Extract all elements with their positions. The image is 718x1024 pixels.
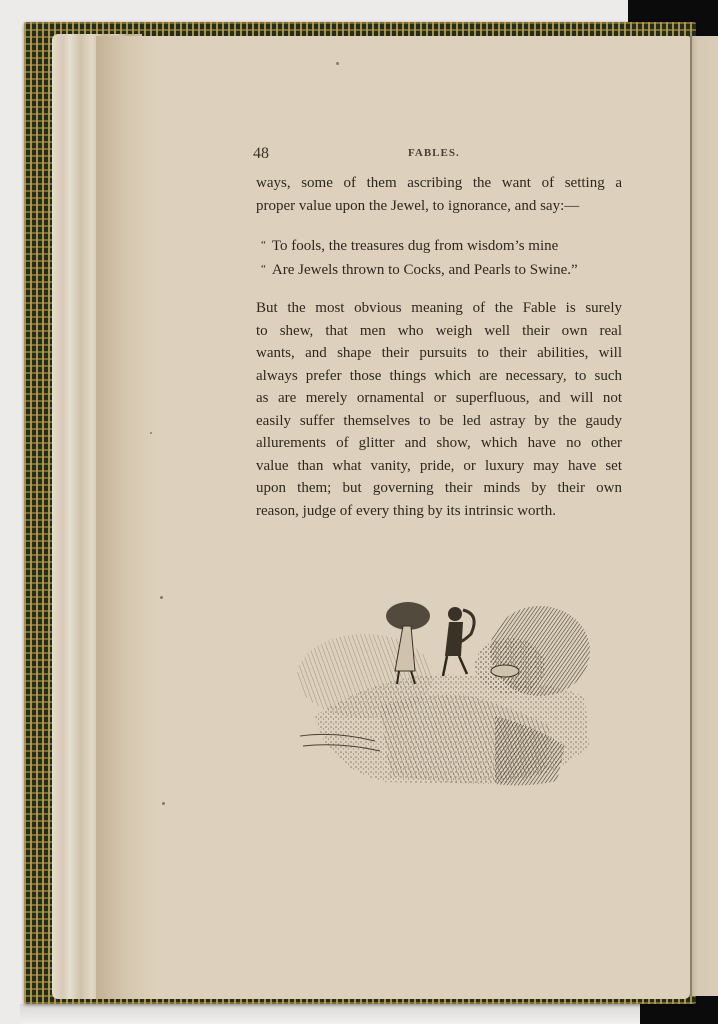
text-line: allurements of glitter and show, which have no other [256, 435, 622, 451]
verse-text: Are Jewels thrown to Cocks, and Pearls to Swine.” [271, 261, 578, 278]
verse-text: To fools, the treasures dug from wisdom’s mine [271, 238, 559, 254]
gutter-line [690, 36, 692, 996]
text-line: value than what vanity, pride, or luxury may have set [256, 457, 622, 474]
woodcut-vignette-icon [295, 596, 593, 788]
foxing-spot [150, 432, 152, 434]
quote-mark: “ [261, 239, 266, 251]
foxing-spot [162, 802, 165, 805]
text-line: upon them; but governing their minds by their own [256, 480, 622, 496]
verse-line [261, 258, 621, 282]
text-line: always prefer those things which are necessary, to such [256, 367, 622, 384]
text-line: ways, some of them ascribing the want of setting a [256, 175, 622, 191]
foxing-spot [336, 62, 339, 65]
surface-shadow [20, 1004, 640, 1024]
verse-couplet [261, 234, 621, 281]
text-line: reason, judge of every thing by its intrinsic worth. [256, 502, 556, 519]
text-line: to shew, that men who weigh well their own real [256, 322, 622, 339]
running-head: FABLES. [408, 147, 460, 159]
paragraph-moral [256, 297, 622, 522]
facing-page-edge [690, 36, 718, 996]
text-line: proper value upon the Jewel, to ignorance, and say:— [256, 197, 580, 214]
page-header [253, 145, 621, 165]
text-line: as are merely ornamental or superfluous, and will not [256, 390, 622, 406]
page-number: 48 [253, 145, 269, 162]
text-line: easily suffer themselves to be led astray by the gaudy [256, 412, 622, 429]
paragraph-continuation [256, 172, 622, 217]
foxing-spot [160, 596, 163, 599]
quote-mark: “ [261, 262, 266, 275]
verse-line [261, 234, 621, 258]
text-line: wants, and shape their pursuits to their abilities, will [256, 345, 622, 361]
text-line: But the most obvious meaning of the Fable is surely [256, 300, 622, 316]
